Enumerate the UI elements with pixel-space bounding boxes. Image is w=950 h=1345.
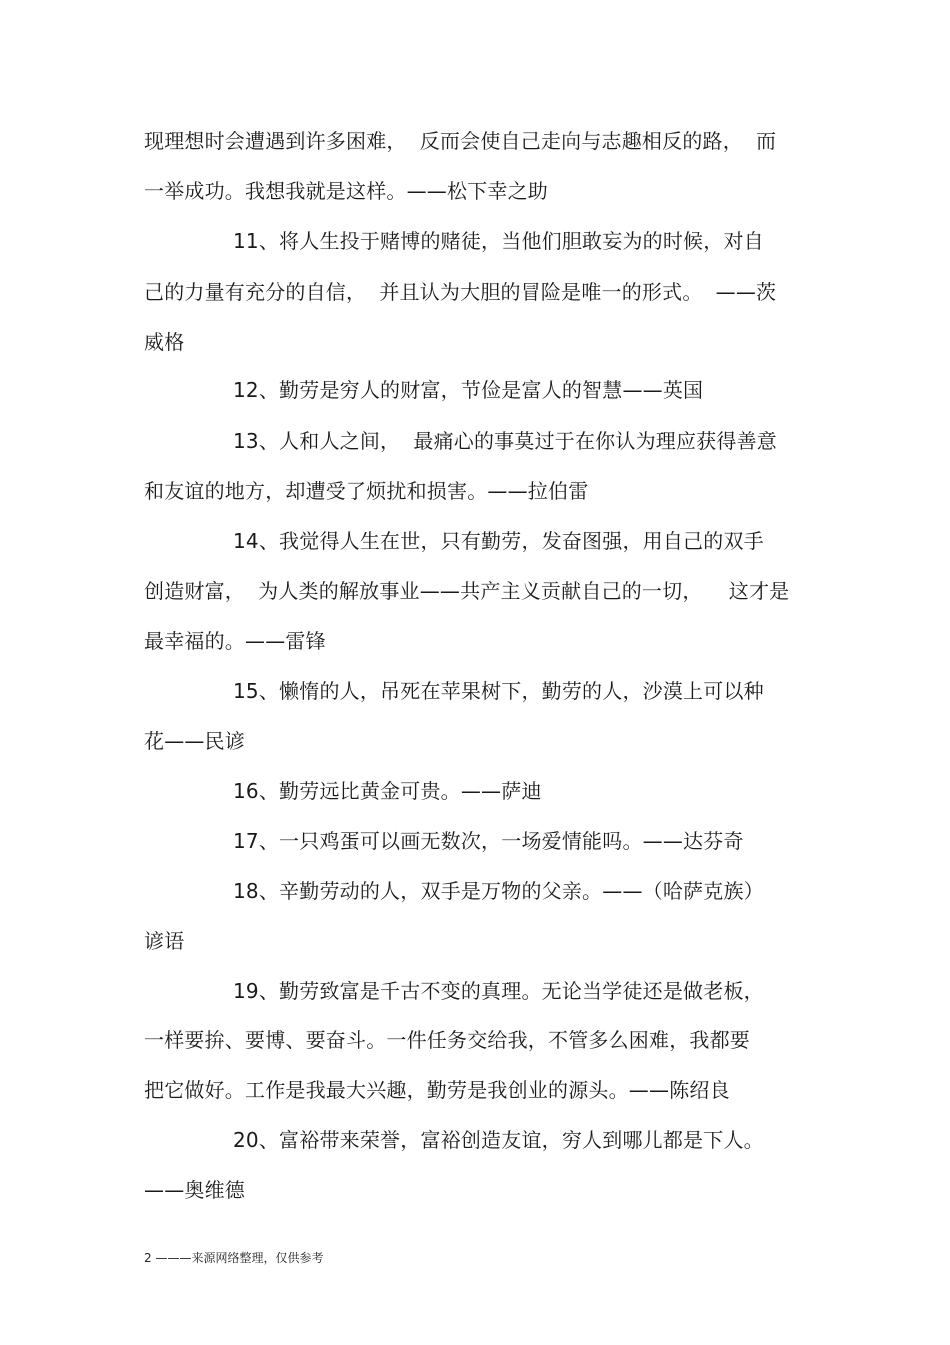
quote-16: 16、勤劳远比黄金可贵。——萨迪 <box>233 779 542 803</box>
text-line: 把它做好。工作是我最大兴趣，勤劳是我创业的源头。——陈绍良 <box>144 1078 730 1102</box>
quote-12: 12、勤劳是穷人的财富，节俭是富人的智慧——英国 <box>233 378 704 402</box>
quote-19-start: 19、勤劳致富是千古不变的真理。无论当学徒还是做老板， <box>233 979 764 1003</box>
text-line: 己的力量有充分的自信， 并且认为大胆的冒险是唯一的形式。 ——茨 <box>144 280 777 304</box>
text-line: 谚语 <box>144 929 185 953</box>
text-line: 花——民谚 <box>144 729 245 753</box>
text-line: 威格 <box>144 330 185 354</box>
quote-11-start: 11、将人生投于赌博的赌徒，当他们胆敢妄为的时候，对自 <box>233 229 764 253</box>
text-line: ——奥维德 <box>144 1178 245 1202</box>
text-line: 和友谊的地方，却遭受了烦扰和损害。——拉伯雷 <box>144 479 589 503</box>
text-line: 一样要拚、要博、要奋斗。一件任务交给我，不管多么困难，我都要 <box>144 1028 750 1052</box>
quote-20-start: 20、富裕带来荣誉，富裕创造友谊，穷人到哪儿都是下人。 <box>233 1128 764 1152</box>
quote-18-start: 18、辛勤劳动的人，双手是万物的父亲。——（哈萨克族） <box>233 879 764 903</box>
quote-15-start: 15、懒惰的人，吊死在苹果树下，勤劳的人，沙漠上可以种 <box>233 679 764 703</box>
text-line: 最幸福的。——雷锋 <box>144 629 326 653</box>
text-line: 现理想时会遭遇到许多困难， 反而会使自己走向与志趣相反的路， 而 <box>144 129 777 153</box>
text-line: 一举成功。我想我就是这样。——松下幸之助 <box>144 179 548 203</box>
page-footer: 2 ———来源网络整理，仅供参考 <box>144 1251 324 1265</box>
text-line: 创造财富， 为人类的解放事业——共产主义贡献自己的一切， 这才是 <box>144 579 790 603</box>
quote-17: 17、一只鸡蛋可以画无数次，一场爱情能吗。——达芬奇 <box>233 829 744 853</box>
quote-13-start: 13、人和人之间， 最痛心的事莫过于在你认为理应获得善意 <box>233 429 777 453</box>
quote-14-start: 14、我觉得人生在世，只有勤劳，发奋图强，用自己的双手 <box>233 529 764 553</box>
